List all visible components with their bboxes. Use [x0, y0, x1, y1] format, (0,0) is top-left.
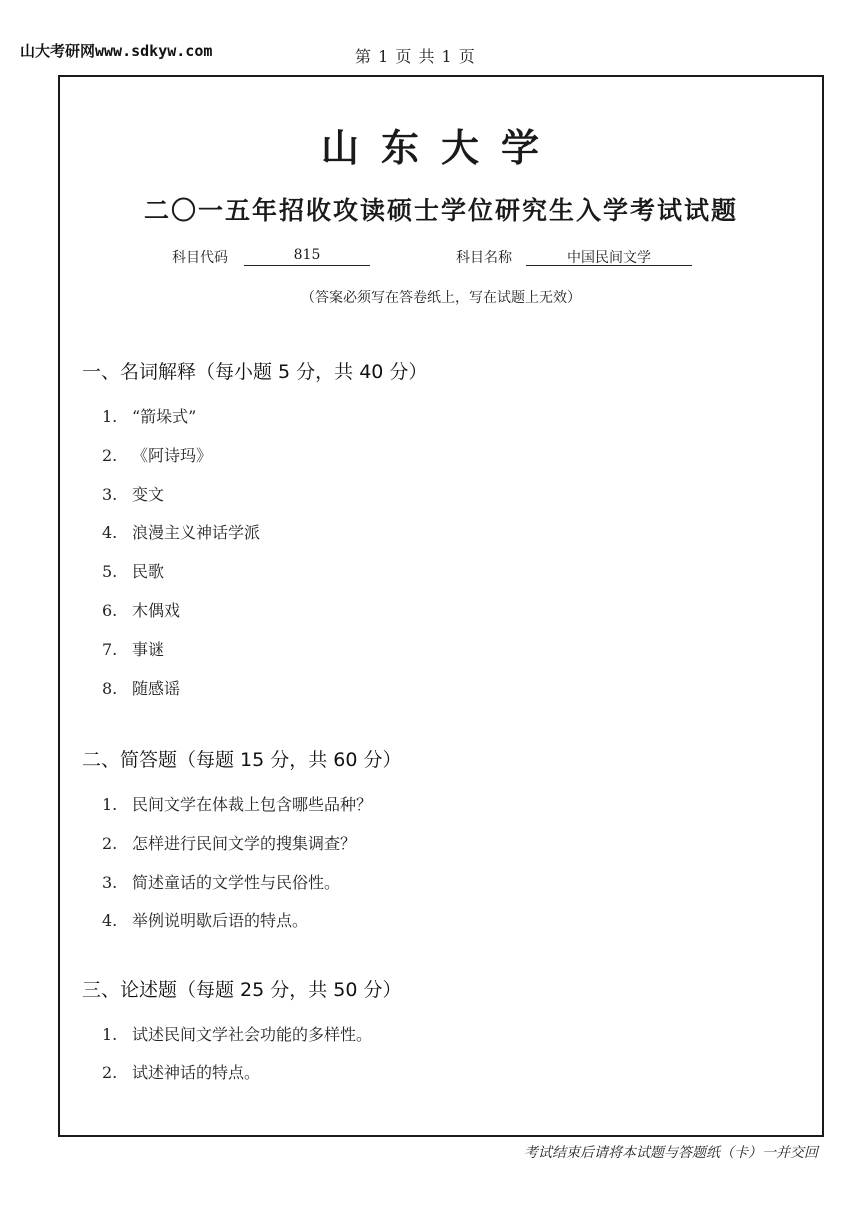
question-number: 2.: [102, 1063, 118, 1082]
exam-title: 二〇一五年招收攻读硕士学位研究生入学考试试题: [143, 196, 738, 225]
question-text: 民歌: [132, 562, 165, 581]
question-item: [102, 443, 212, 466]
question-text: 试述民间文学社会功能的多样性。: [132, 1025, 373, 1044]
subject-info-row: [60, 245, 822, 271]
question-item: [102, 404, 196, 427]
question-number: 6.: [102, 601, 118, 620]
section-heading: 一、名词解释（每小题 5 分，共 40 分）: [82, 361, 428, 383]
question-text: 随感谣: [132, 679, 181, 698]
question-item: [102, 637, 164, 660]
site-watermark: 山大考研网www.sdkyw.com: [20, 42, 213, 60]
question-text: 事谜: [132, 640, 165, 659]
question-item: [102, 676, 180, 699]
question-number: 8.: [102, 679, 118, 698]
question-text: 举例说明歇后语的特点。: [132, 911, 309, 930]
question-item: [102, 559, 164, 582]
question-number: 4.: [102, 911, 118, 930]
question-item: [102, 1060, 260, 1083]
question-number: 2.: [102, 446, 118, 465]
answer-notice: （答案必须写在答卷纸上，写在试题上无效）: [301, 290, 581, 306]
question-number: 4.: [102, 523, 118, 542]
question-number: 5.: [102, 562, 118, 581]
question-text: 木偶戏: [132, 601, 181, 620]
question-item: [102, 870, 340, 893]
question-text: 试述神话的特点。: [132, 1063, 261, 1082]
subject-code-label: 科目代码: [172, 250, 228, 266]
question-item: [102, 482, 164, 505]
question-item: [102, 792, 372, 815]
section-heading: 三、论述题（每题 25 分，共 50 分）: [82, 979, 402, 1001]
question-number: 3.: [102, 485, 118, 504]
question-number: 3.: [102, 873, 118, 892]
page-counter: 第 1 页 共 1 页: [355, 47, 476, 66]
question-number: 1.: [102, 1025, 118, 1044]
question-text: 变文: [132, 485, 165, 504]
exam-paper-frame: [58, 75, 824, 1137]
university-name: 山东大学: [320, 125, 561, 170]
question-text: 《阿诗玛》: [132, 446, 213, 465]
question-text: “箭垛式”: [132, 407, 197, 426]
question-text: 民间文学在体裁上包含哪些品种？: [132, 795, 373, 814]
question-text: 简述童话的文学性与民俗性。: [132, 873, 341, 892]
subject-code-value: 815: [244, 247, 370, 266]
footer-instruction: 考试结束后请将本试题与答题纸（卡）一并交回: [524, 1145, 818, 1161]
question-item: [102, 1022, 372, 1045]
question-item: [102, 520, 260, 543]
question-item: [102, 598, 180, 621]
question-number: 1.: [102, 795, 118, 814]
question-number: 1.: [102, 407, 118, 426]
question-text: 怎样进行民间文学的搜集调查？: [132, 834, 357, 853]
question-number: 7.: [102, 640, 118, 659]
question-item: [102, 908, 308, 931]
section-heading: 二、简答题（每题 15 分，共 60 分）: [82, 749, 402, 771]
question-text: 浪漫主义神话学派: [132, 523, 261, 542]
question-item: [102, 831, 356, 854]
subject-name-value: 中国民间文学: [526, 247, 692, 266]
subject-name-label: 科目名称: [456, 250, 512, 266]
question-number: 2.: [102, 834, 118, 853]
